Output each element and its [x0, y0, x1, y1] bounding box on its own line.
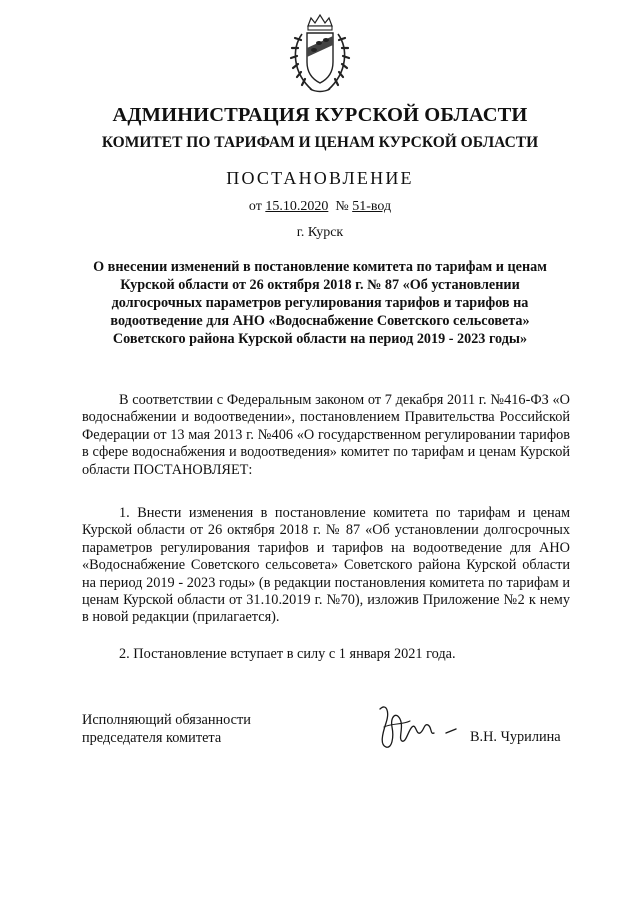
- document-title: О внесении изменений в постановление комитета по тарифам и ценам Курской области от 26 октября 2018 г. № 87 «Об установлении долгосрочных параметров регулирования тарифов и тарифов на водоотведение для АНО «Водоснабжение Советского сельсовета» Советского района Курской области на период 2019 - 2023 годы»: [93, 259, 547, 348]
- city: г. Курск: [296, 225, 344, 240]
- signatory-role-line-1: Исполняющий обязанности: [82, 712, 251, 728]
- signatory-role-line-2: председателя комитета: [82, 730, 222, 746]
- preamble-paragraph: В соответствии с Федеральным законом от 7 декабря 2011 г. №416-ФЗ «О водоснабжении и водоотведении», постановлением Правительства Российской Федерации от 13 мая 2013 г. №406 «О государственном регулировании тарифов в сфере водоснабжения и водоотведения» комитет по тарифам и ценам Курской области ПОСТАНОВЛЯЕТ:: [82, 392, 570, 478]
- handwritten-signature-icon: [372, 697, 462, 757]
- kursk-coat-of-arms-icon: [288, 12, 352, 96]
- date-line: [0, 199, 640, 215]
- document-number: 51-вод: [352, 199, 392, 214]
- administration-name: АДМИНИСТРАЦИЯ КУРСКОЙ ОБЛАСТИ: [112, 104, 528, 126]
- item-1-paragraph: 1. Внести изменения в постановление комитета по тарифам и ценам Курской области от 26 октября 2018 г. № 87 «Об установлении долгосрочных параметров регулирования тарифов и тарифов на водоотведение для АНО «Водоснабжение Советского сельсовета» Советского района Курской области на период 2019 - 2023 годы» (в редакции постановления комитета по тарифам и ценам Курской области от 31.10.2019 г. №70), изложив Приложение №2 к нему в новой редакции (прилагается).: [82, 505, 570, 626]
- committee-name: КОМИТЕТ ПО ТАРИФАМ И ЦЕНАМ КУРСКОЙ ОБЛАСТИ: [101, 134, 539, 151]
- document-date: 15.10.2020: [265, 199, 329, 214]
- signatory-role: [82, 711, 251, 747]
- item-2-paragraph: 2. Постановление вступает в силу с 1 января 2021 года.: [119, 646, 456, 662]
- document-type: ПОСТАНОВЛЕНИЕ: [226, 168, 414, 188]
- number-prefix: №: [335, 199, 349, 214]
- date-prefix: от: [248, 199, 262, 214]
- signatory-name: В.Н. Чурилина: [470, 729, 561, 745]
